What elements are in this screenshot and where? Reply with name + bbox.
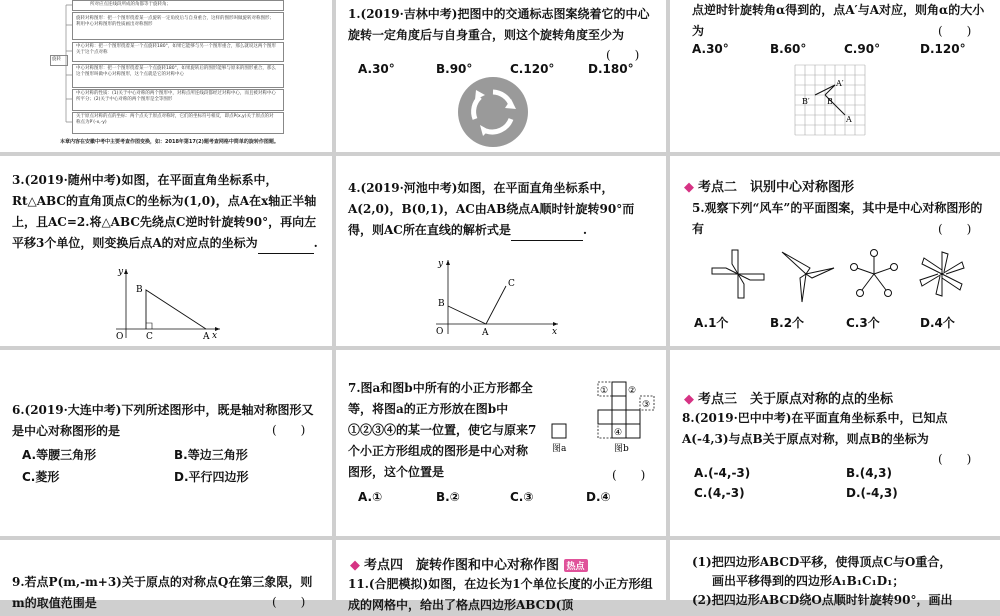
q7-figures [548, 378, 660, 458]
question-7-text: 7.图a和图b中所有的小正方形都全等，将图a的正方形放在图b中①②③④的某一位置，使它与原来7个小正方形组成的图形是中心对称图形，这个位置是 [348, 381, 537, 479]
answer-paren: ( ) [272, 595, 306, 609]
map-line: 所对应点连线段所成的角都等于旋转角； [90, 2, 171, 7]
question-3-card [0, 156, 332, 346]
option-d: D.平行四边形 [174, 470, 249, 484]
knowledge-map-card [0, 0, 332, 152]
map-line: 中心对称的性质：(1)关于中心对称的两个图形中，对称点所连线段都经过对称中心，而且被对称中心所平分；(2)关于中心对称的两个图形是全等图形 [76, 91, 276, 102]
map-connectors [60, 0, 74, 140]
answer-paren: ( ) [938, 222, 972, 236]
point-a-label: A [482, 328, 489, 338]
option-c: C.菱形 [22, 470, 60, 484]
answer-paren: ( ) [938, 452, 972, 466]
diamond-icon: ◆ [684, 392, 694, 407]
q3-coordinate-figure [108, 264, 228, 342]
option-c: C.③ [510, 490, 534, 504]
option-a: A.30° [358, 62, 395, 76]
section-3-title [684, 388, 893, 407]
label-b-prime: B′ [802, 97, 810, 106]
answer-paren: ( ) [272, 423, 306, 437]
section-3-title-text: 考点三 关于原点对称的点的坐标 [698, 392, 894, 407]
question-4-body: 4.(2019·河池中考)如图，在平面直角坐标系中，A(2,0)，B(0,1)，AC由AB绕点A顺时针旋转90°而得，则AC所在直线的解析式是 [348, 181, 635, 237]
point-b-label: B [136, 285, 143, 295]
label-b: B [827, 97, 833, 106]
question-1-card [336, 0, 666, 152]
question-4-text: 4.(2019·河池中考)如图，在平面直角坐标系中，A(2,0)，B(0,1)，AC由AB绕点A顺时针旋转90°而得，则AC所在直线的解析式是 . [348, 178, 654, 241]
point-b-label: B [438, 299, 445, 309]
section-3-card [670, 350, 1000, 536]
question-3-body: 3.(2019·随州中考)如图，在平面直角坐标系中，Rt△ABC的直角顶点C的坐标为(1,0)，点A在x轴正半轴上，且AC=2.将△ABC先绕点C逆时针旋转90°，再向左平移3个单位，则变换后点A的对应点的坐标为 [12, 173, 317, 250]
answer-paren: ( ) [938, 24, 972, 38]
option-a: A.等腰三角形 [22, 448, 97, 462]
question-4-card [336, 156, 666, 346]
option-c: C.(4,-3) [694, 486, 745, 500]
option-b: B.(4,3) [846, 466, 892, 480]
option-d: D.180° [588, 62, 634, 76]
fig-b-label: 图b [614, 444, 629, 454]
option-b: B.等边三角形 [174, 448, 248, 462]
section-4-title [350, 554, 588, 573]
question-6-text: 6.(2019·大连中考)下列所述图形中，既是轴对称图形又是中心对称图形的是 [12, 403, 314, 438]
traffic-sign-figure [456, 75, 530, 149]
section-4-card [336, 540, 666, 612]
option-b: B.90° [436, 62, 473, 76]
point-c-label: C [146, 332, 153, 342]
answer-paren: ( ) [606, 48, 640, 62]
label-a-prime: A′ [836, 79, 844, 88]
mark-3: ③ [642, 400, 651, 410]
rotation-grid-figure [794, 64, 866, 136]
map-root-label: 旋转 [52, 57, 61, 62]
question-3-text: 3.(2019·随州中考)如图，在平面直角坐标系中，Rt△ABC的直角顶点C的坐标为(1,0)，点A在x轴正半轴上，且AC=2.将△ABC先绕点C逆时针旋转90°，再向左平移3个单位，则变换后点A的对应点的坐标为 . [12, 170, 320, 254]
option-a: A.(-4,-3) [694, 466, 751, 480]
point-a-label: A [203, 332, 210, 342]
origin-label: O [436, 327, 444, 337]
option-d: D.4个 [920, 316, 955, 330]
map-line: 中心对称：把一个图形绕着某一个点旋转180°，如果它能够与另一个图形重合，那么就说这两个图形关于这个点对称 [76, 44, 276, 55]
option-c: C.120° [510, 62, 555, 76]
question-6-card [0, 350, 332, 536]
map-line: 旋转对称图形：把一个图形绕着某一点旋转一定角度后与自身重合，这样的图形叫做旋转对称图形；利用中心对称图形的性质画出对称图形 [76, 16, 274, 27]
point-c-label: C [508, 279, 515, 289]
section-2-card [670, 156, 1000, 346]
question-8-text: 8.(2019·巴中中考)在平面直角坐标系中，已知点A(-4,3)与点B关于原点对称，则点B的坐标为 [682, 411, 948, 446]
label-a: A [846, 115, 852, 124]
q11-part2: (2)把四边形ABCD绕O点顺时针旋转90°，画出 [692, 593, 953, 607]
section-4-title-text: 考点四 旋转作图和中心对称作图 [364, 558, 560, 573]
option-d: D.120° [920, 42, 966, 56]
question-2-card [670, 0, 1000, 152]
mark-4: ④ [614, 428, 623, 438]
windmill-figures [706, 244, 976, 306]
answer-paren: ( ) [612, 468, 646, 482]
question-2-text: 点逆时针旋转角α得到的，点A′与A对应，则角α的大小为 [692, 3, 985, 38]
answer-blank [511, 228, 583, 241]
q4-coordinate-figure [434, 256, 564, 338]
question-9-card [0, 540, 332, 610]
question-11-continued-card [670, 540, 1000, 607]
option-b: B.2个 [770, 316, 805, 330]
option-a: A.1个 [694, 316, 729, 330]
map-note: 本章内容在安徽中考中主要考查作图变换，如：2018年第17(2)题考查网格中简单的旋转作图题。 [60, 139, 279, 145]
option-b: B.② [436, 490, 460, 504]
map-line: 关于原点对称的点的坐标：两个点关于原点对称时，它们的坐标符号相反，即点P(x,y)关于原点的对称点为P′(-x,-y) [76, 114, 274, 125]
hot-badge: 热点 [564, 559, 588, 572]
axis-y-label: y [118, 267, 124, 277]
origin-label: O [116, 332, 124, 342]
map-line: 中心对称图形：把一个图形绕着某一个点旋转180°，如果旋转后的图形能够与原来的图形重合，那么这个图形叫做中心对称图形，这个点就是它的对称中心 [76, 66, 276, 77]
option-c: C.90° [844, 42, 881, 56]
axis-x-label: x [212, 331, 218, 341]
axis-x-label: x [552, 327, 558, 337]
diamond-icon: ◆ [350, 558, 360, 573]
question-9-text: 9.若点P(m,-m+3)关于原点的对称点Q在第三象限，则m的取值范围是 [12, 575, 313, 610]
mark-1: ① [600, 386, 609, 396]
question-5-text: 5.观察下列“风车”的平面图案，其中是中心对称图形的有 [692, 201, 983, 236]
fig-a-label: 图a [552, 444, 567, 454]
mark-2: ② [628, 386, 637, 396]
diamond-icon: ◆ [684, 180, 694, 195]
option-a: A.① [358, 490, 383, 504]
option-c: C.3个 [846, 316, 880, 330]
section-2-title-text: 考点二 识别中心对称图形 [698, 180, 855, 195]
option-b: B.60° [770, 42, 807, 56]
section-2-title [684, 176, 854, 195]
question-1-text: 1.(2019·吉林中考)把图中的交通标志图案绕着它的中心旋转一定角度后与自身重合，则这个旋转角度至少为 [348, 7, 650, 42]
option-d: D.④ [586, 490, 611, 504]
question-7-card [336, 350, 666, 536]
option-d: D.(-4,3) [846, 486, 898, 500]
question-11-text: 11.(合肥模拟)如图，在边长为1个单位长度的小正方形组成的网格中，给出了格点四边形ABCD(顶 [348, 577, 653, 612]
q11-part1-cont: 画出平移得到的四边形A₁B₁C₁D₁； [712, 574, 905, 588]
q11-part1: (1)把四边形ABCD平移，使得顶点C与O重合， [692, 555, 952, 569]
option-a: A.30° [692, 42, 729, 56]
axis-y-label: y [438, 259, 444, 269]
answer-blank [258, 241, 314, 254]
